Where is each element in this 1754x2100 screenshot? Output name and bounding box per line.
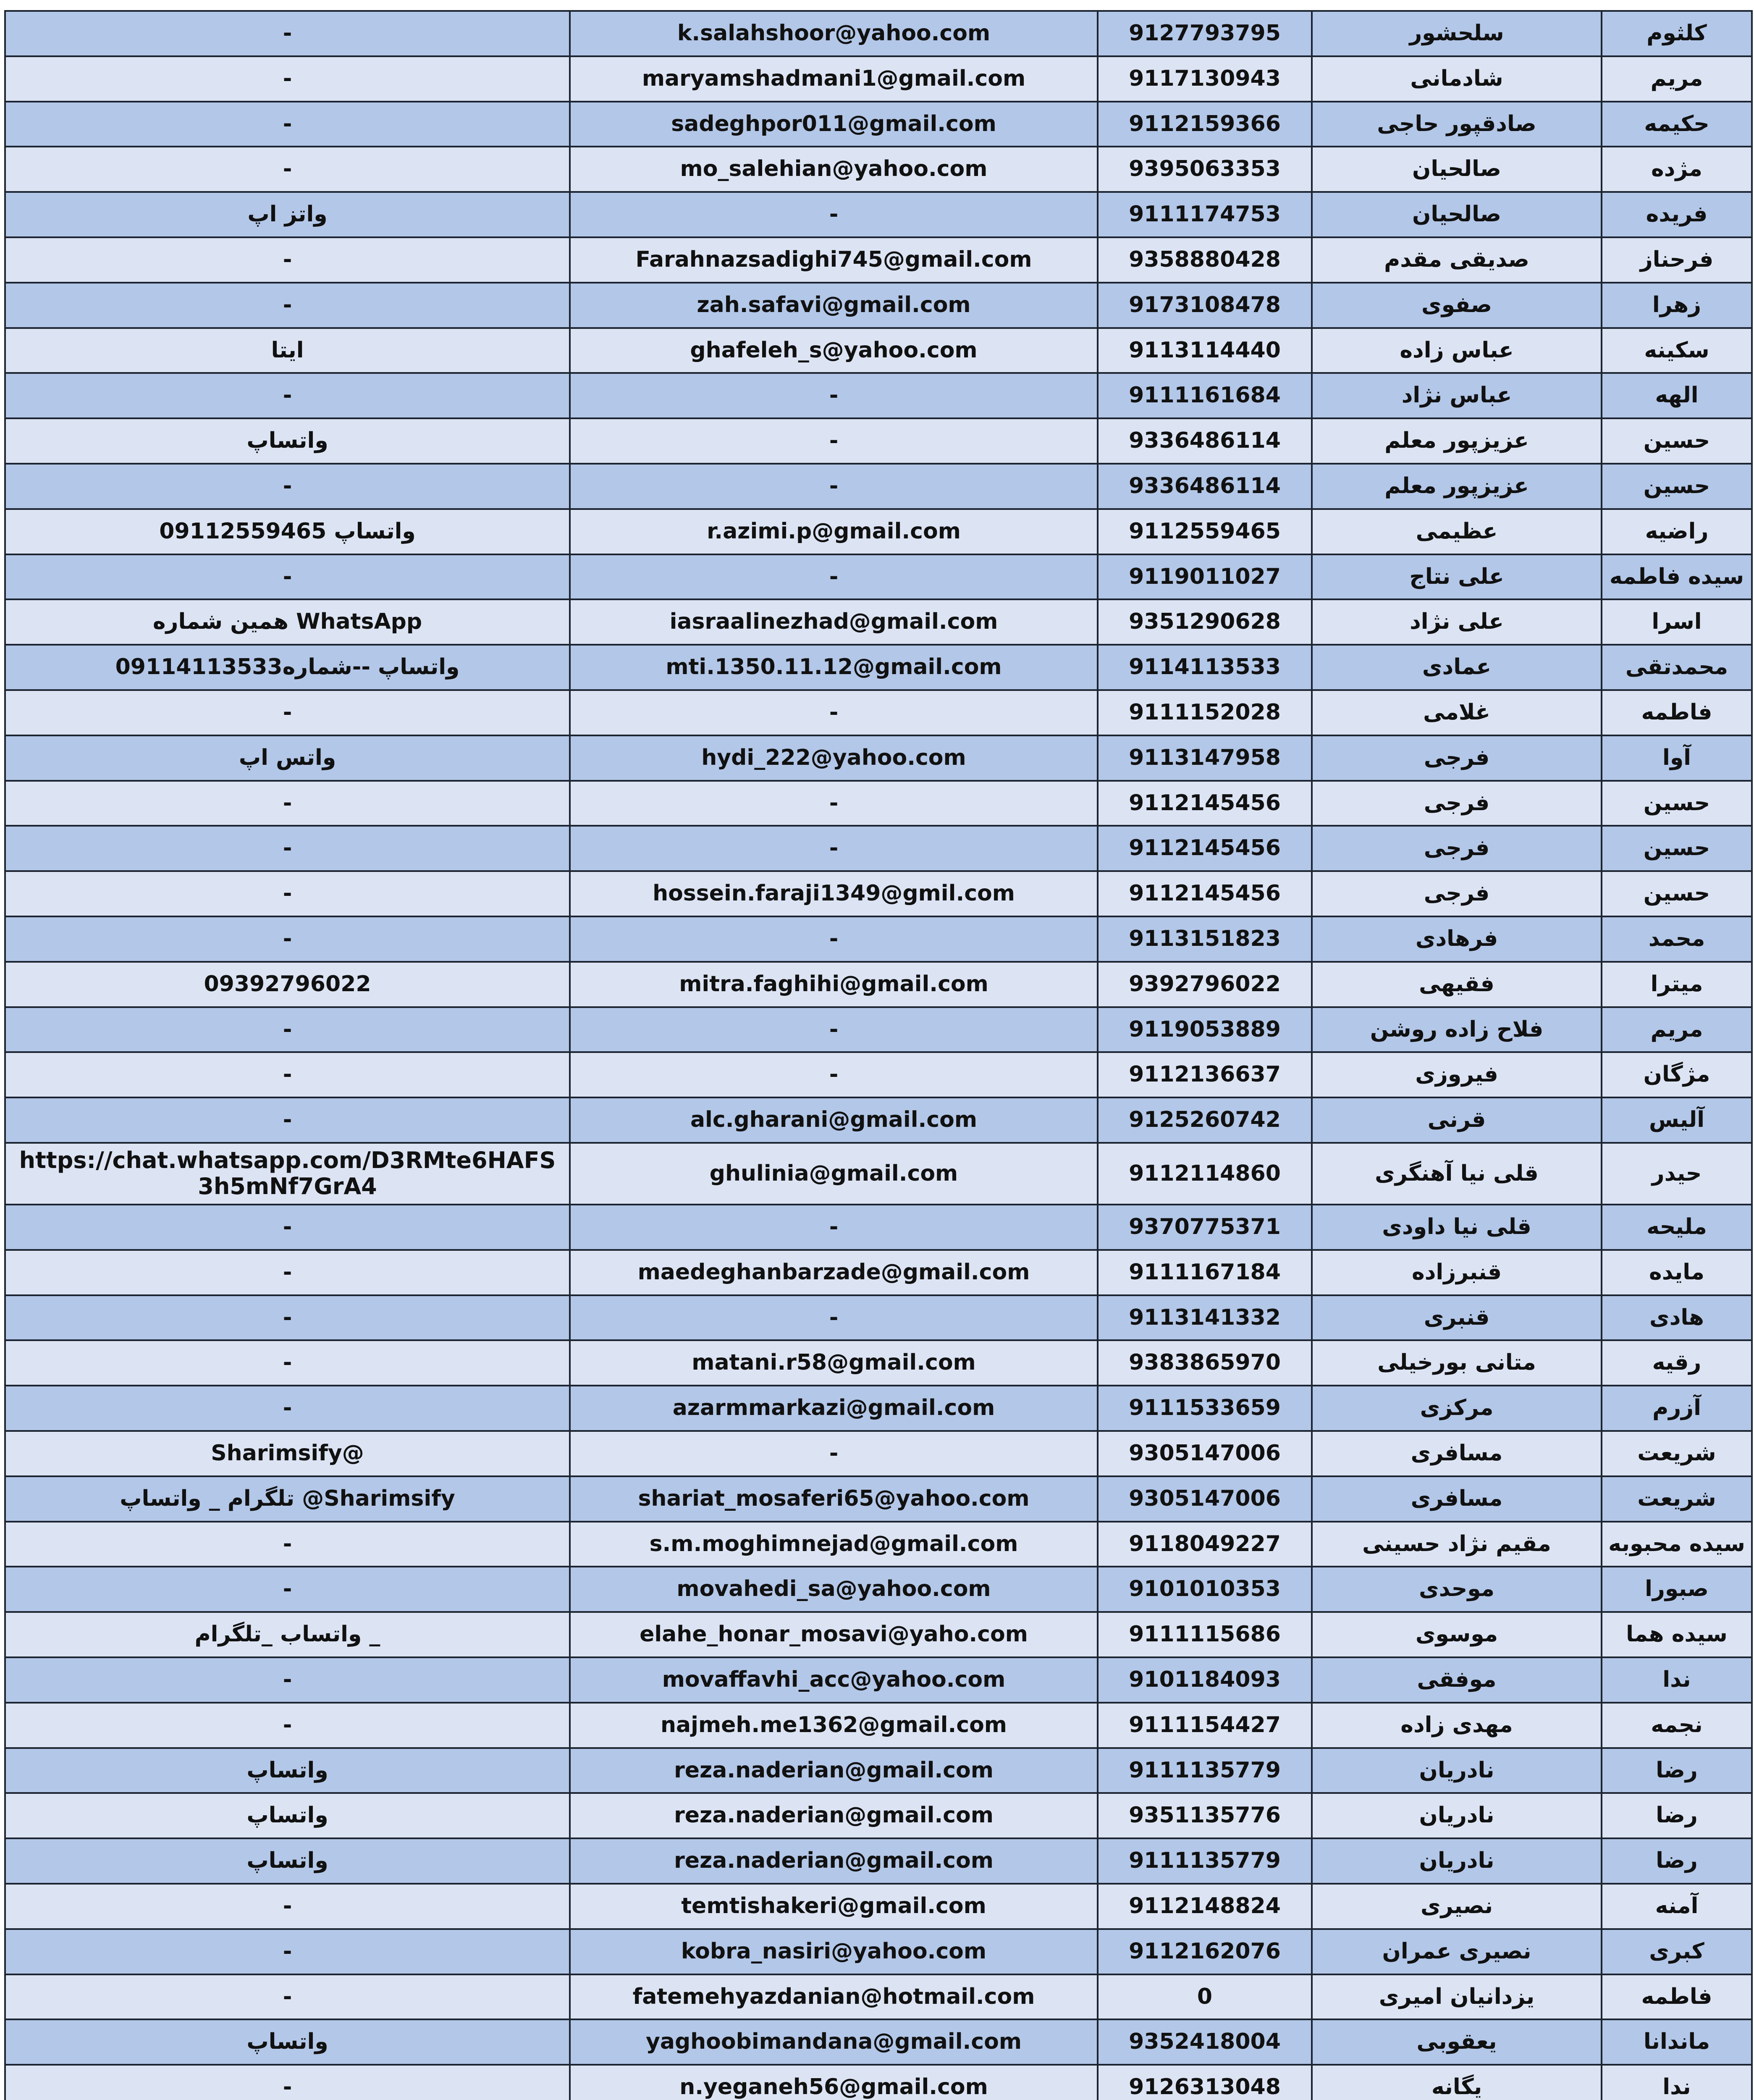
email-cell: k.salahshoor@yahoo.com [570, 11, 1098, 56]
table-row [5, 962, 1752, 1007]
phone-cell: 9113151823 [1098, 916, 1312, 962]
first-name-cell: محمدتقی [1602, 645, 1752, 690]
first-name-cell: سیده محبوبه [1602, 1522, 1752, 1567]
table-row [5, 102, 1752, 147]
table-row [5, 11, 1752, 56]
email-cell: reza.naderian@gmail.com [570, 1838, 1098, 1884]
last-name-cell: فرجی [1312, 735, 1602, 781]
last-name-cell: صدیقی مقدم [1312, 237, 1602, 283]
phone-cell: 9111135779 [1098, 1838, 1312, 1884]
table-row [5, 1612, 1752, 1657]
table-row [5, 1295, 1752, 1341]
table-row [5, 1205, 1752, 1250]
table-row [5, 1974, 1752, 2020]
email-cell: - [570, 418, 1098, 464]
first-name-cell: فاطمه [1602, 1974, 1752, 2020]
first-name-cell: محمد [1602, 916, 1752, 962]
last-name-cell: صالحیان [1312, 192, 1602, 237]
phone-cell: 9119053889 [1098, 1007, 1312, 1053]
email-cell: maryamshadmani1@gmail.com [570, 56, 1098, 102]
note-cell: - [5, 56, 570, 102]
note-cell: 09392796022 [5, 962, 570, 1007]
first-name-cell: آزرم [1602, 1386, 1752, 1431]
email-cell: reza.naderian@gmail.com [570, 1748, 1098, 1793]
phone-cell: 9370775371 [1098, 1205, 1312, 1250]
last-name-cell: سلحشور [1312, 11, 1602, 56]
phone-cell: 9112148824 [1098, 1884, 1312, 1929]
first-name-cell: مریم [1602, 1007, 1752, 1053]
phone-cell: 9113147958 [1098, 735, 1312, 781]
last-name-cell: یعقوبی [1312, 2019, 1602, 2065]
last-name-cell: قرنی [1312, 1097, 1602, 1143]
first-name-cell: حسین [1602, 826, 1752, 871]
email-cell: - [570, 916, 1098, 962]
table-row [5, 1340, 1752, 1386]
note-cell: https://chat.whatsapp.com/D3RMte6HAFS3h5mNf7GrA4 [5, 1143, 570, 1205]
last-name-cell: قلی نیا داودی [1312, 1205, 1602, 1250]
first-name-cell: حسین [1602, 418, 1752, 464]
phone-cell: 9358880428 [1098, 237, 1312, 283]
table-row [5, 1431, 1752, 1476]
first-name-cell: مایده [1602, 1250, 1752, 1295]
last-name-cell: عمادی [1312, 645, 1602, 690]
email-cell: - [570, 464, 1098, 509]
email-cell: - [570, 192, 1098, 237]
note-cell: - [5, 1703, 570, 1748]
last-name-cell: فرجی [1312, 781, 1602, 826]
note-cell: - [5, 1205, 570, 1250]
note-cell: واتساپ --شماره09114113533 [5, 645, 570, 690]
note-cell: - [5, 1657, 570, 1703]
phone-cell: 9112114860 [1098, 1143, 1312, 1205]
table-row [5, 1929, 1752, 1974]
last-name-cell: علی نژاد [1312, 599, 1602, 645]
table-row [5, 1386, 1752, 1431]
email-cell: - [570, 1205, 1098, 1250]
email-cell: fatemehyazdanian@hotmail.com [570, 1974, 1098, 2020]
first-name-cell: کبری [1602, 1929, 1752, 1974]
first-name-cell: حیدر [1602, 1143, 1752, 1205]
phone-cell: 9336486114 [1098, 418, 1312, 464]
email-cell: mo_salehian@yahoo.com [570, 147, 1098, 192]
last-name-cell: نادریان [1312, 1838, 1602, 1884]
first-name-cell: الهه [1602, 373, 1752, 418]
first-name-cell: ندا [1602, 1657, 1752, 1703]
email-cell: zah.safavi@gmail.com [570, 283, 1098, 328]
first-name-cell: اسرا [1602, 599, 1752, 645]
note-cell: - [5, 2065, 570, 2100]
note-cell: - [5, 826, 570, 871]
table-row [5, 1748, 1752, 1793]
email-cell: najmeh.me1362@gmail.com [570, 1703, 1098, 1748]
phone-cell: 9101010353 [1098, 1567, 1312, 1612]
first-name-cell: فاطمه [1602, 690, 1752, 735]
first-name-cell: مژگان [1602, 1052, 1752, 1097]
table-row [5, 373, 1752, 418]
table-row [5, 599, 1752, 645]
first-name-cell: ماندانا [1602, 2019, 1752, 2065]
note-cell: - [5, 1097, 570, 1143]
note-cell: همین شماره WhatsApp [5, 599, 570, 645]
first-name-cell: رضا [1602, 1838, 1752, 1884]
last-name-cell: قنبری [1312, 1295, 1602, 1341]
last-name-cell: قنبرزاده [1312, 1250, 1602, 1295]
phone-cell: 9117130943 [1098, 56, 1312, 102]
first-name-cell: آلیس [1602, 1097, 1752, 1143]
note-cell: - [5, 464, 570, 509]
phone-cell: 9112559465 [1098, 509, 1312, 554]
email-cell: ghafeleh_s@yahoo.com [570, 328, 1098, 373]
note-cell: - [5, 102, 570, 147]
note-cell: - [5, 1250, 570, 1295]
table-row [5, 147, 1752, 192]
table-row [5, 1250, 1752, 1295]
note-cell: تلگرام _ واتساپ @Sharimsify [5, 1476, 570, 1522]
first-name-cell: رضا [1602, 1748, 1752, 1793]
table-row [5, 645, 1752, 690]
note-cell: - [5, 690, 570, 735]
last-name-cell: مهدی زاده [1312, 1703, 1602, 1748]
phone-cell: 9112145456 [1098, 871, 1312, 916]
phone-cell: 9118049227 [1098, 1522, 1312, 1567]
last-name-cell: فیروزی [1312, 1052, 1602, 1097]
first-name-cell: حکیمه [1602, 102, 1752, 147]
last-name-cell: عزیزپور معلم [1312, 464, 1602, 509]
last-name-cell: عظیمی [1312, 509, 1602, 554]
last-name-cell: مسافری [1312, 1431, 1602, 1476]
phone-cell: 9305147006 [1098, 1431, 1312, 1476]
first-name-cell: سکینه [1602, 328, 1752, 373]
phone-cell: 9392796022 [1098, 962, 1312, 1007]
note-cell: واتز اپ [5, 192, 570, 237]
email-cell: - [570, 1007, 1098, 1053]
first-name-cell: حسین [1602, 464, 1752, 509]
last-name-cell: متانی بورخیلی [1312, 1340, 1602, 1386]
email-cell: maedeghanbarzade@gmail.com [570, 1250, 1098, 1295]
note-cell: - [5, 871, 570, 916]
last-name-cell: نادریان [1312, 1793, 1602, 1838]
note-cell: واتساپ [5, 2019, 570, 2065]
first-name-cell: رقیه [1602, 1340, 1752, 1386]
table-row [5, 192, 1752, 237]
table-row [5, 826, 1752, 871]
email-cell: movahedi_sa@yahoo.com [570, 1567, 1098, 1612]
table-row [5, 1884, 1752, 1929]
last-name-cell: مقیم نژاد حسینی [1312, 1522, 1602, 1567]
last-name-cell: قلی نیا آهنگری [1312, 1143, 1602, 1205]
first-name-cell: میترا [1602, 962, 1752, 1007]
phone-cell: 9111152028 [1098, 690, 1312, 735]
phone-cell: 9111533659 [1098, 1386, 1312, 1431]
email-cell: n.yeganeh56@gmail.com [570, 2065, 1098, 2100]
email-cell: elahe_honar_mosavi@yaho.com [570, 1612, 1098, 1657]
last-name-cell: فرجی [1312, 826, 1602, 871]
table-row [5, 328, 1752, 373]
last-name-cell: مسافری [1312, 1476, 1602, 1522]
phone-cell: 9119011027 [1098, 554, 1312, 600]
email-cell: hossein.faraji1349@gmil.com [570, 871, 1098, 916]
table-row [5, 1052, 1752, 1097]
note-cell: - [5, 1052, 570, 1097]
phone-cell: 9112145456 [1098, 781, 1312, 826]
last-name-cell: فلاح زاده روشن [1312, 1007, 1602, 1053]
note-cell: - [5, 283, 570, 328]
last-name-cell: موفقی [1312, 1657, 1602, 1703]
last-name-cell: شادمانی [1312, 56, 1602, 102]
first-name-cell: راضیه [1602, 509, 1752, 554]
email-cell: shariat_mosaferi65@yahoo.com [570, 1476, 1098, 1522]
note-cell: واتساپ 09112559465 [5, 509, 570, 554]
note-cell: - [5, 373, 570, 418]
first-name-cell: مریم [1602, 56, 1752, 102]
phone-cell: 9127793795 [1098, 11, 1312, 56]
email-cell: reza.naderian@gmail.com [570, 1793, 1098, 1838]
table-row [5, 916, 1752, 962]
last-name-cell: غلامی [1312, 690, 1602, 735]
table-row [5, 1703, 1752, 1748]
table-row [5, 735, 1752, 781]
first-name-cell: مژده [1602, 147, 1752, 192]
first-name-cell: شریعت [1602, 1431, 1752, 1476]
note-cell: - [5, 1929, 570, 1974]
note-cell: - [5, 147, 570, 192]
table-row [5, 1007, 1752, 1053]
email-cell: sadeghpor011@gmail.com [570, 102, 1098, 147]
note-cell: - [5, 1340, 570, 1386]
first-name-cell: فریده [1602, 192, 1752, 237]
table-row [5, 464, 1752, 509]
phone-cell: 9113141332 [1098, 1295, 1312, 1341]
last-name-cell: نادریان [1312, 1748, 1602, 1793]
email-cell: iasraalinezhad@gmail.com [570, 599, 1098, 645]
phone-cell: 9112162076 [1098, 1929, 1312, 1974]
phone-cell: 9114113533 [1098, 645, 1312, 690]
last-name-cell: علی نتاج [1312, 554, 1602, 600]
phone-cell: 9112145456 [1098, 826, 1312, 871]
first-name-cell: رضا [1602, 1793, 1752, 1838]
table-row [5, 2019, 1752, 2065]
note-cell: ایتا [5, 328, 570, 373]
phone-cell: 9351290628 [1098, 599, 1312, 645]
note-cell: - [5, 1386, 570, 1431]
note-cell: - [5, 781, 570, 826]
phone-cell: 9173108478 [1098, 283, 1312, 328]
table-row [5, 1793, 1752, 1838]
phone-cell: 9111135779 [1098, 1748, 1312, 1793]
note-cell: واتساب _تلگرام _ [5, 1612, 570, 1657]
table-row [5, 1476, 1752, 1522]
first-name-cell: آوا [1602, 735, 1752, 781]
table-row [5, 2065, 1752, 2100]
phone-cell: 9305147006 [1098, 1476, 1312, 1522]
note-cell: - [5, 11, 570, 56]
phone-cell: 9336486114 [1098, 464, 1312, 509]
table-row [5, 509, 1752, 554]
note-cell: - [5, 1974, 570, 2020]
phone-cell: 9111174753 [1098, 192, 1312, 237]
first-name-cell: حسین [1602, 871, 1752, 916]
note-cell: - [5, 1884, 570, 1929]
note-cell: واتساپ [5, 1748, 570, 1793]
email-cell: Farahnazsadighi745@gmail.com [570, 237, 1098, 283]
email-cell: mti.1350.11.12@gmail.com [570, 645, 1098, 690]
note-cell: - [5, 237, 570, 283]
email-cell: - [570, 554, 1098, 600]
note-cell: - [5, 1567, 570, 1612]
last-name-cell: نصیری عمران [1312, 1929, 1602, 1974]
phone-cell: 9111115686 [1098, 1612, 1312, 1657]
last-name-cell: فرجی [1312, 871, 1602, 916]
phone-cell: 9101184093 [1098, 1657, 1312, 1703]
phone-cell: 9126313048 [1098, 2065, 1312, 2100]
table-row [5, 871, 1752, 916]
last-name-cell: نصیری [1312, 1884, 1602, 1929]
phone-cell: 9112159366 [1098, 102, 1312, 147]
first-name-cell: هادی [1602, 1295, 1752, 1341]
email-cell: - [570, 1052, 1098, 1097]
table-row [5, 237, 1752, 283]
last-name-cell: عباس نژاد [1312, 373, 1602, 418]
phone-cell: 9395063353 [1098, 147, 1312, 192]
note-cell: - [5, 1522, 570, 1567]
phone-cell: 0 [1098, 1974, 1312, 2020]
first-name-cell: زهرا [1602, 283, 1752, 328]
note-cell: واتساپ [5, 1838, 570, 1884]
table-row [5, 1097, 1752, 1143]
email-cell: - [570, 1431, 1098, 1476]
table-row [5, 1567, 1752, 1612]
phone-cell: 9352418004 [1098, 2019, 1312, 2065]
contacts-table [4, 10, 1753, 2100]
table-row [5, 1522, 1752, 1567]
first-name-cell: صبورا [1602, 1567, 1752, 1612]
email-cell: r.azimi.p@gmail.com [570, 509, 1098, 554]
first-name-cell: فرحناز [1602, 237, 1752, 283]
last-name-cell: عباس زاده [1312, 328, 1602, 373]
note-cell: - [5, 916, 570, 962]
note-cell: واتساپ [5, 1793, 570, 1838]
table-row [5, 1838, 1752, 1884]
phone-cell: 9112136637 [1098, 1052, 1312, 1097]
email-cell: hydi_222@yahoo.com [570, 735, 1098, 781]
note-cell: Sharimsify@ [5, 1431, 570, 1476]
email-cell: - [570, 1295, 1098, 1341]
first-name-cell: كلثوم [1602, 11, 1752, 56]
table-row [5, 283, 1752, 328]
last-name-cell: فقیهی [1312, 962, 1602, 1007]
phone-cell: 9351135776 [1098, 1793, 1312, 1838]
email-cell: - [570, 781, 1098, 826]
phone-cell: 9111161684 [1098, 373, 1312, 418]
first-name-cell: ندا [1602, 2065, 1752, 2100]
first-name-cell: سیده هما [1602, 1612, 1752, 1657]
email-cell: s.m.moghimnejad@gmail.com [570, 1522, 1098, 1567]
table-row [5, 56, 1752, 102]
last-name-cell: موسوی [1312, 1612, 1602, 1657]
note-cell: واتساپ [5, 418, 570, 464]
phone-cell: 9383865970 [1098, 1340, 1312, 1386]
table-row [5, 554, 1752, 600]
email-cell: azarmmarkazi@gmail.com [570, 1386, 1098, 1431]
last-name-cell: صفوی [1312, 283, 1602, 328]
last-name-cell: صالحیان [1312, 147, 1602, 192]
email-cell: kobra_nasiri@yahoo.com [570, 1929, 1098, 1974]
phone-cell: 9111167184 [1098, 1250, 1312, 1295]
table-row [5, 418, 1752, 464]
first-name-cell: سیده فاطمه [1602, 554, 1752, 600]
email-cell: alc.gharani@gmail.com [570, 1097, 1098, 1143]
first-name-cell: شریعت [1602, 1476, 1752, 1522]
email-cell: temtishakeri@gmail.com [570, 1884, 1098, 1929]
email-cell: ghulinia@gmail.com [570, 1143, 1098, 1205]
note-cell: واتس اپ [5, 735, 570, 781]
phone-cell: 9111154427 [1098, 1703, 1312, 1748]
email-cell: matani.r58@gmail.com [570, 1340, 1098, 1386]
note-cell: - [5, 1007, 570, 1053]
phone-cell: 9113114440 [1098, 328, 1312, 373]
phone-cell: 9125260742 [1098, 1097, 1312, 1143]
email-cell: - [570, 373, 1098, 418]
last-name-cell: فرهادی [1312, 916, 1602, 962]
note-cell: - [5, 1295, 570, 1341]
first-name-cell: ملیحه [1602, 1205, 1752, 1250]
last-name-cell: مرکزی [1312, 1386, 1602, 1431]
last-name-cell: صادقپور حاجی [1312, 102, 1602, 147]
first-name-cell: حسین [1602, 781, 1752, 826]
first-name-cell: نجمه [1602, 1703, 1752, 1748]
last-name-cell: یزدانیان امیری [1312, 1974, 1602, 2020]
table-row [5, 1143, 1752, 1205]
contacts-table-body [5, 11, 1752, 2100]
email-cell: movaffavhi_acc@yahoo.com [570, 1657, 1098, 1703]
email-cell: - [570, 826, 1098, 871]
first-name-cell: آمنه [1602, 1884, 1752, 1929]
table-row [5, 690, 1752, 735]
email-cell: yaghoobimandana@gmail.com [570, 2019, 1098, 2065]
last-name-cell: عزیزپور معلم [1312, 418, 1602, 464]
last-name-cell: موحدی [1312, 1567, 1602, 1612]
table-row [5, 781, 1752, 826]
table-row [5, 1657, 1752, 1703]
last-name-cell: یگانه [1312, 2065, 1602, 2100]
note-cell: - [5, 554, 570, 600]
email-cell: mitra.faghihi@gmail.com [570, 962, 1098, 1007]
email-cell: - [570, 690, 1098, 735]
